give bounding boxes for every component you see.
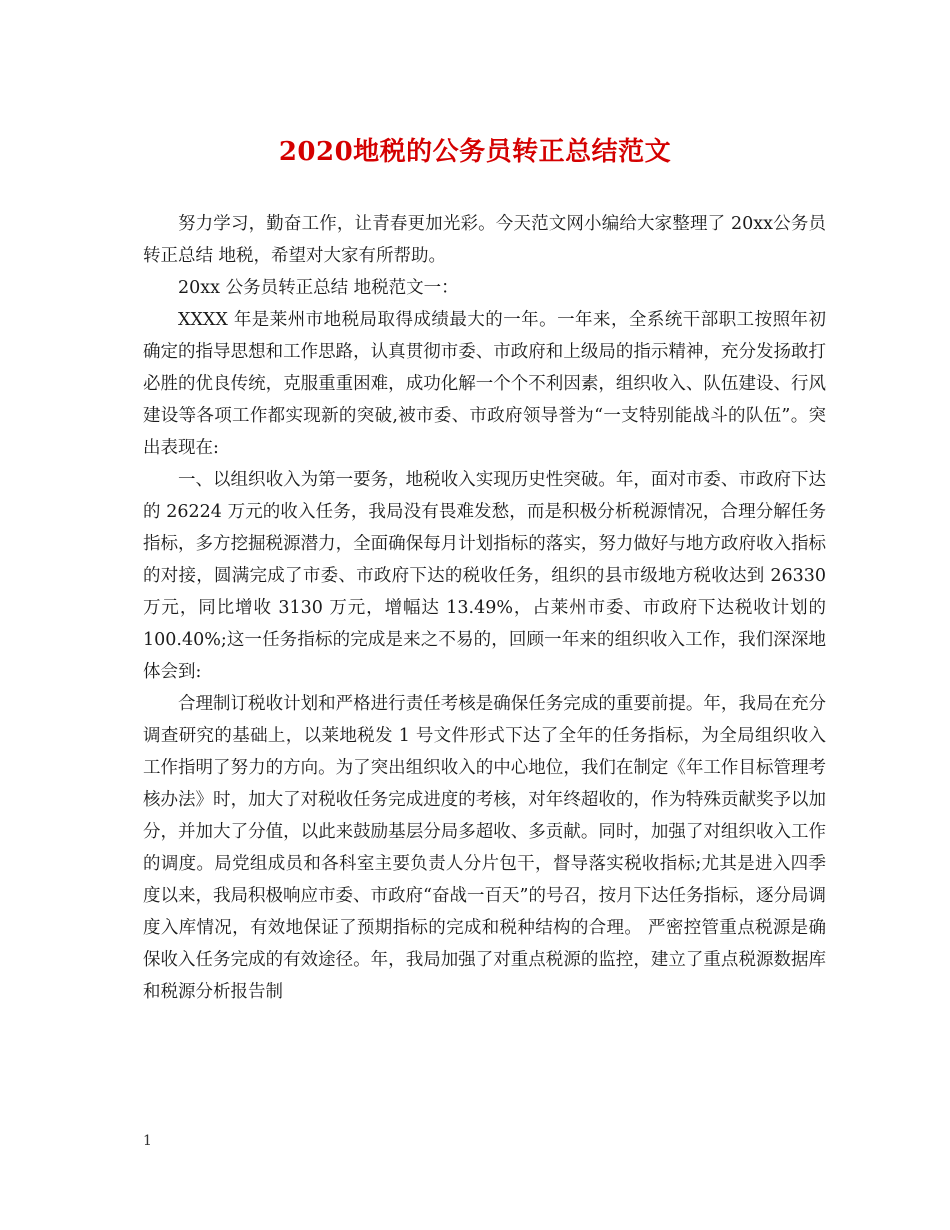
paragraph-overview: XXXX 年是莱州市地税局取得成绩最大的一年。一年来，全系统干部职工按照年初确定的指导思想和工作思路，认真贯彻市委、市政府和上级局的指示精神，充分发扬敢打必胜的优良传统，克服重重困难，成功化解一个个不利因素，组织收入、队伍建设、行风建设等各项工作都实现新的突破,被市委、市政府领导誉为“一支特别能战斗的队伍”。突出表现在: — [143, 310, 826, 458]
paragraph-planning: 合理制订税收计划和严格进行责任考核是确保任务完成的重要前提。年，我局在充分调查研究的基础上，以莱地税发 1 号文件形式下达了全年的任务指标，为全局组织收入工作指明了努力的方向。为了突出组织收入的中心地位，我们在制定《年工作目标管理考核办法》时，加大了对税收任务完成进度的考核，对年终超收的，作为特殊贡献奖予以加分，并加大了分值，以此来鼓励基层分局多超收、多贡献。同时，加强了对组织收入工作的调度。局党组成员和各科室主要负责人分片包干，督导落实税收指标;尤其是进入四季度以来，我局积极响应市委、市政府“奋战一百天”的号召，按月下达任务指标，逐分局调度入库情况，有效地保证了预期指标的完成和税种结构的合理。 严密控管重点税源是确保收入任务完成的有效途径。年，我局加强了对重点税源的监控，建立了重点税源数据库和税源分析报告制 — [143, 694, 826, 1002]
document-title: 2020地税的公务员转正总结范文 — [278, 137, 672, 167]
paragraph-revenue: 一、以组织收入为第一要务，地税收入实现历史性突破。年，面对市委、市政府下达的 26224 万元的收入任务，我局没有畏难发愁，而是积极分析税源情况，合理分解任务指标，多方挖掘税源潜力，全面确保每月计划指标的落实，努力做好与地方政府收入指标的对接，圆满完成了市委、市政府下达的税收任务，组织的县市级地方税收达到 26330 万元，同比增收 3130 万元，增幅达 13.49%，占莱州市委、市政府下达税收计划的 100.40%;这一任务指标的完成是来之不易的，回顾一年来的组织收入工作，我们深深地体会到: — [143, 470, 826, 682]
document-body — [143, 208, 826, 1008]
paragraph-subheading: 20xx 公务员转正总结 地税范文一： — [178, 278, 459, 298]
page-number: 1 — [143, 1133, 152, 1149]
paragraph-intro: 努力学习，勤奋工作，让青春更加光彩。今天范文网小编给大家整理了 20xx公务员转正总结 地税，希望对大家有所帮助。 — [143, 214, 826, 266]
